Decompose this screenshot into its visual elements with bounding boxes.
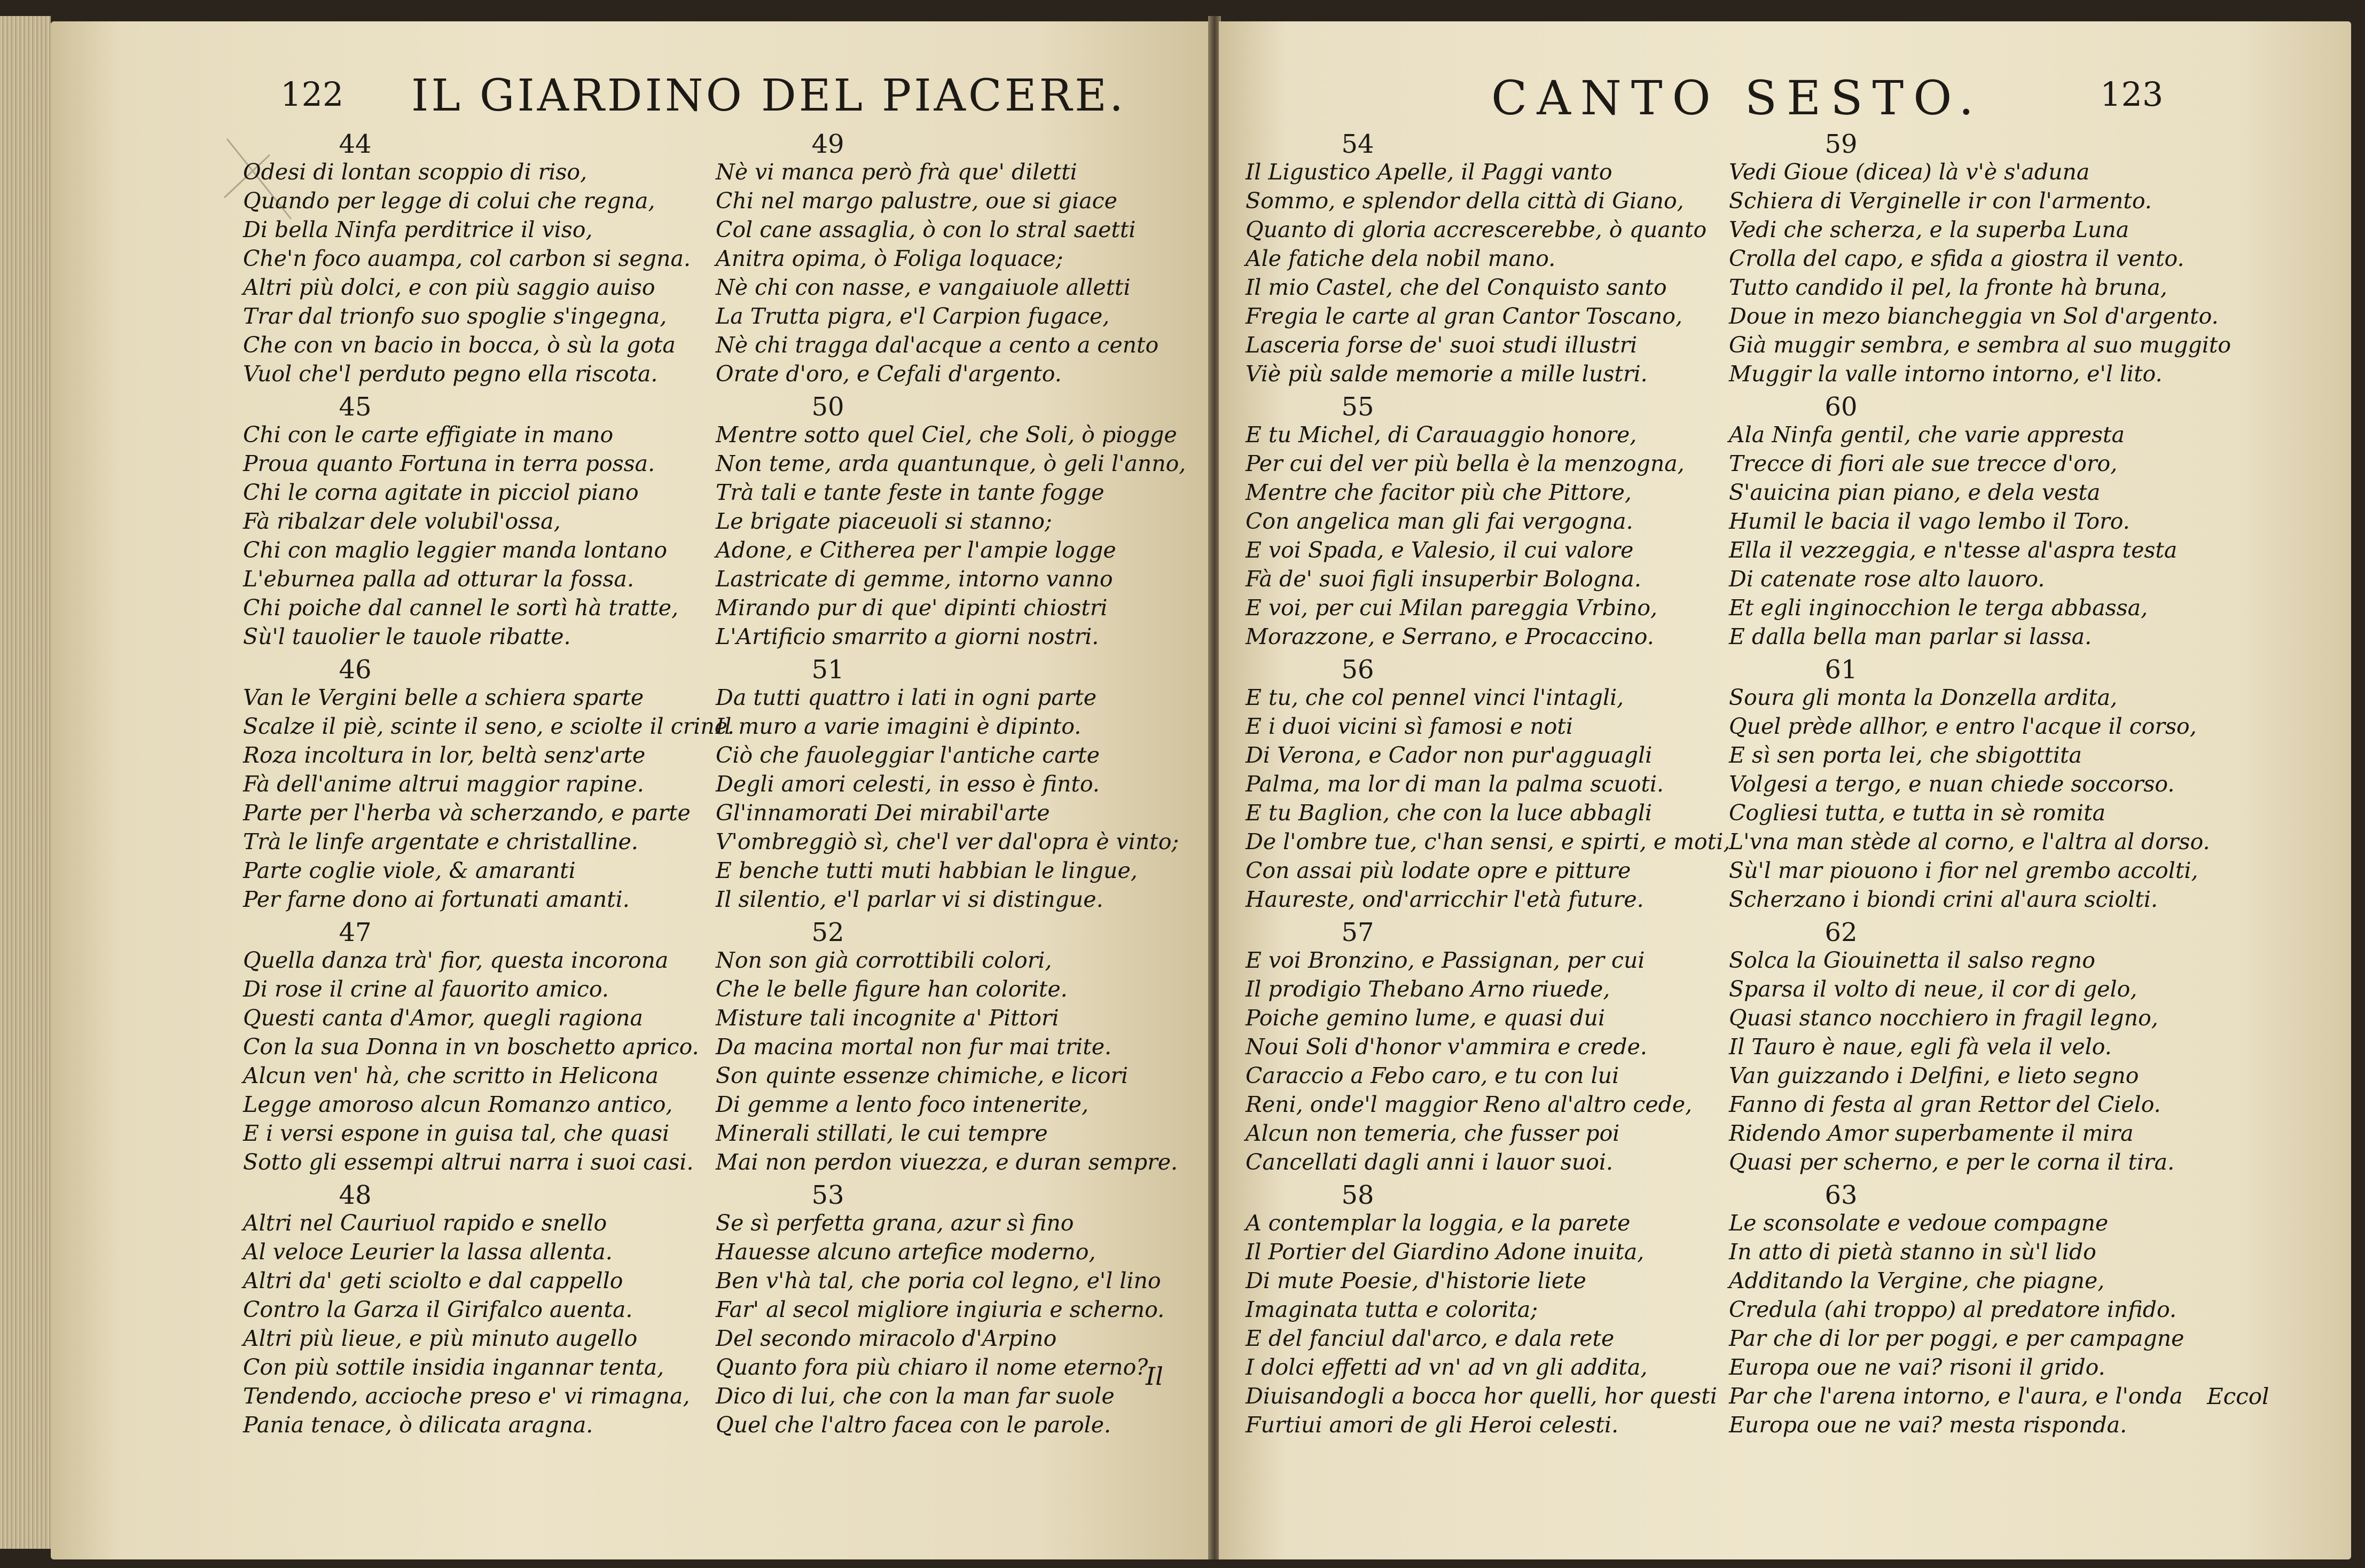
verse-line: Con assai più lodate opre e pitture [1246, 858, 1631, 883]
verse-line: Alcun non temeria, che fusser poi [1246, 1120, 1620, 1146]
stanza [716, 656, 1210, 919]
stanza-number: 55 [1341, 392, 1374, 422]
verse-line: Solca la Giouinetta il salso regno [1729, 947, 2095, 973]
verse-line: Vuol che'l perduto pegno ella riscota. [243, 361, 658, 387]
verse-line: Cancellati dagli anni i lauor suoi. [1246, 1149, 1614, 1175]
verse-line: Volgesi a tergo, e nuan chiede soccorso. [1729, 771, 2175, 797]
verse-line: Mentre che facitor più che Pittore, [1246, 480, 1632, 505]
stanza-number: 57 [1341, 918, 1374, 947]
verse-line: E tu, che col pennel vinci l'intagli, [1246, 685, 1624, 710]
catchword: Il [1146, 1362, 1163, 1391]
verse-line: In atto di pietà stanno in sù'l lido [1729, 1239, 2096, 1265]
verse-line: Di Verona, e Cador non pur'agguagli [1246, 742, 1653, 768]
verse-line: Reni, onde'l maggior Reno al'altro cede, [1246, 1092, 1693, 1117]
verse-line: Schiera di Verginelle ir con l'armento. [1729, 188, 2152, 214]
verse-line: Dico di lui, che con la man far suole [716, 1383, 1115, 1409]
verse-line: Fà ribalzar dele volubil'ossa, [243, 508, 561, 534]
verse-line: Parte per l'herba và scherzando, e parte [243, 800, 691, 826]
verse-line: Ridendo Amor superbamente il mira [1729, 1120, 2134, 1146]
verse-line: Imaginata tutta e colorita; [1246, 1297, 1538, 1322]
verse-line: E sì sen porta lei, che sbigottita [1729, 742, 2082, 768]
verse-line: Al veloce Leurier la lassa allenta. [243, 1239, 613, 1265]
verse-line: Di catenate rose alto lauoro. [1729, 566, 2045, 592]
verse-line: Credula (ahi troppo) al predatore infido. [1729, 1297, 2176, 1322]
verse-line: Crolla del capo, e sfida a giostra il vento. [1729, 246, 2184, 271]
stanza [1729, 919, 2284, 1182]
verse-line: Tendendo, accioche preso e' vi rimagna, [243, 1383, 690, 1409]
stanza [1729, 1182, 2284, 1445]
verse-line: Con la sua Donna in vn boschetto aprico. [243, 1034, 699, 1060]
verse-line: Chi le corna agitate in picciol piano [243, 480, 639, 505]
verse-line: E tu Michel, di Carauaggio honore, [1246, 422, 1637, 448]
stanza-number: 59 [1824, 129, 1858, 159]
stanza-number: 49 [811, 129, 844, 159]
verse-line: Quel che l'altro facea con le parole. [716, 1412, 1111, 1438]
verse-line: Trecce di fiori ale sue trecce d'oro, [1729, 451, 2118, 476]
verse-line: Col cane assaglia, ò con lo stral saetti [716, 217, 1136, 242]
stanza [716, 131, 1210, 394]
verse-line: Non teme, arda quantunque, ò geli l'anno, [716, 451, 1186, 476]
verse-line: Il muro a varie imagini è dipinto. [716, 714, 1082, 739]
verse-line: Europa oue ne vai? mesta risponda. [1729, 1412, 2127, 1438]
verse-line: Le brigate piaceuoli si stanno; [716, 508, 1052, 534]
verse-line: Chi poiche dal cannel le sortì hà tratte, [243, 595, 679, 621]
verse-line: Orate d'oro, e Cefali d'argento. [716, 361, 1062, 387]
verse-line: Tutto candido il pel, la fronte hà bruna, [1729, 275, 2167, 300]
verse-line: Hauesse alcuno artefice moderno, [716, 1239, 1096, 1265]
verse-line: Altri più dolci, e con più saggio auiso [243, 275, 655, 300]
verse-line: Ala Ninfa gentil, che varie appresta [1729, 422, 2125, 448]
verse-line: Non son già corrottibili colori, [716, 947, 1052, 973]
verse-line: Nè chi tragga dal'acque a cento a cento [716, 332, 1159, 358]
verse-line: Del secondo miracolo d'Arpino [716, 1326, 1057, 1351]
verse-line: Che le belle figure han colorite. [716, 976, 1068, 1002]
stanza-number: 54 [1341, 129, 1374, 159]
verse-line: Sommo, e splendor della città di Giano, [1246, 188, 1684, 214]
stanza [1246, 656, 1801, 919]
verse-line: Odesi di lontan scoppio di riso, [243, 159, 588, 185]
verse-line: Adone, e Citherea per l'ampie logge [716, 537, 1116, 563]
verse-line: Scherzano i biondi crini al'aura sciolti. [1729, 887, 2158, 912]
stanza-number: 63 [1824, 1180, 1858, 1210]
verse-line: Trà le linfe argentate e christalline. [243, 829, 638, 854]
verse-line: Per farne dono ai fortunati amanti. [243, 887, 630, 912]
verse-line: Quanto fora più chiaro il nome eterno? [716, 1354, 1148, 1380]
stanza [243, 656, 798, 919]
verse-line: A contemplar la loggia, e la parete [1246, 1210, 1631, 1236]
verse-line: Anitra opima, ò Foliga loquace; [716, 246, 1063, 271]
verse-line: Da tutti quattro i lati in ogni parte [716, 685, 1097, 710]
verse-line: E voi Spada, e Valesio, il cui valore [1246, 537, 1634, 563]
verse-line: Noui Soli d'honor v'ammira e crede. [1246, 1034, 1647, 1060]
verse-line: Degli amori celesti, in esso è finto. [716, 771, 1100, 797]
verse-line: Vedi che scherza, e la superba Luna [1729, 217, 2129, 242]
verse-line: Humil le bacia il vago lembo il Toro. [1729, 508, 2130, 534]
verse-line: Ciò che fauoleggiar l'antiche carte [716, 742, 1100, 768]
verse-line: Il silentio, e'l parlar vi si distingue. [716, 887, 1103, 912]
left-page [51, 21, 1210, 1559]
stanza [716, 1182, 1210, 1445]
verse-line: Scalze il piè, scinte il seno, e sciolte il crine. [243, 714, 735, 739]
verse-line: Viè più salde memorie a mille lustri. [1246, 361, 1648, 387]
verse-line: De l'ombre tue, c'han sensi, e spirti, e moti, [1246, 829, 1730, 854]
verse-line: Che'n foco auampa, col carbon si segna. [243, 246, 691, 271]
verse-line: Morazzone, e Serrano, e Procaccino. [1246, 624, 1654, 649]
stanza-number: 60 [1824, 392, 1858, 422]
verse-line: Il Tauro è naue, egli fà vela il velo. [1729, 1034, 2112, 1060]
verse-line: V'ombreggiò sì, che'l ver dal'opra è vinto; [716, 829, 1179, 854]
stanza [716, 919, 1210, 1182]
catchword: Eccol [2207, 1383, 2269, 1409]
stanza-number: 51 [811, 655, 844, 685]
verse-line: Di bella Ninfa perditrice il viso, [243, 217, 593, 242]
verse-line: Mirando pur di que' dipinti chiostri [716, 595, 1108, 621]
verse-line: Fà dell'anime altrui maggior rapine. [243, 771, 644, 797]
verse-line: Con angelica man gli fai vergogna. [1246, 508, 1633, 534]
verse-line: L'eburnea palla ad otturar la fossa. [243, 566, 634, 592]
verse-line: Che con vn bacio in bocca, ò sù la gota [243, 332, 676, 358]
verse-line: Trar dal trionfo suo spoglie s'ingegna, [243, 303, 667, 329]
verse-line: Diuisandogli a bocca hor quelli, hor questi [1246, 1383, 1717, 1409]
verse-line: Già muggir sembra, e sembra al suo muggito [1729, 332, 2231, 358]
running-head: CANTO SESTO. [1491, 70, 1984, 126]
verse-line: E dalla bella man parlar si lassa. [1729, 624, 2092, 649]
verse-line: Da macina mortal non fur mai trite. [716, 1034, 1112, 1060]
verse-line: Chi nel margo palustre, oue si giace [716, 188, 1117, 214]
verse-line: Altri più lieue, e più minuto augello [243, 1326, 638, 1351]
verse-line: Proua quanto Fortuna in terra possa. [243, 451, 655, 476]
verse-line: Ben v'hà tal, che poria col legno, e'l lino [716, 1268, 1161, 1293]
stanza [1729, 656, 2284, 919]
verse-line: Par che l'arena intorno, e l'aura, e l'onda [1729, 1383, 2183, 1409]
verse-line: Muggir la valle intorno intorno, e'l lito. [1729, 361, 2163, 387]
text-column [1246, 131, 1801, 1445]
stanza-number: 44 [339, 129, 372, 159]
verse-line: Con più sottile insidia ingannar tenta, [243, 1354, 664, 1380]
verse-line: Quella danza trà' fior, questa incorona [243, 947, 669, 973]
verse-line: E voi Bronzino, e Passignan, per cui [1246, 947, 1645, 973]
verse-line: Mai non perdon viuezza, e duran sempre. [716, 1149, 1178, 1175]
verse-line: Et egli inginocchion le terga abbassa, [1729, 595, 2148, 621]
stanza [1246, 1182, 1801, 1445]
verse-line: Europa oue ne vai? risoni il grido. [1729, 1354, 2105, 1380]
stanza-number: 46 [339, 655, 372, 685]
stanza [716, 394, 1210, 656]
verse-line: Chi con maglio leggier manda lontano [243, 537, 668, 563]
text-column [243, 131, 798, 1445]
stanza [243, 1182, 798, 1445]
stanza-number: 62 [1824, 918, 1858, 947]
text-column [1729, 131, 2284, 1445]
verse-line: E del fanciul dal'arco, e dala rete [1246, 1326, 1615, 1351]
verse-line: L'Artificio smarrito a giorni nostri. [716, 624, 1099, 649]
verse-line: Ella il vezzeggia, e n'tesse al'aspra testa [1729, 537, 2178, 563]
verse-line: Di rose il crine al fauorito amico. [243, 976, 609, 1002]
stanza-number: 53 [811, 1180, 844, 1210]
verse-line: Haureste, ond'arricchir l'età future. [1246, 887, 1644, 912]
verse-line: Se sì perfetta grana, azur sì fino [716, 1210, 1074, 1236]
verse-line: Van le Vergini belle a schiera sparte [243, 685, 644, 710]
verse-line: Sotto gli essempi altrui narra i suoi casi. [243, 1149, 694, 1175]
verse-line: Fanno di festa al gran Rettor del Cielo. [1729, 1092, 2161, 1117]
stanza-number: 48 [339, 1180, 372, 1210]
verse-line: E tu Baglion, che con la luce abbagli [1246, 800, 1653, 826]
verse-line: Nè vi manca però frà que' diletti [716, 159, 1077, 185]
verse-line: Nè chi con nasse, e vangaiuole alletti [716, 275, 1131, 300]
verse-line: S'auicina pian piano, e dela vesta [1729, 480, 2101, 505]
verse-line: Altri da' geti sciolto e dal cappello [243, 1268, 623, 1293]
verse-line: Vedi Gioue (dicea) là v'è s'aduna [1729, 159, 2090, 185]
verse-line: Legge amoroso alcun Romanzo antico, [243, 1092, 673, 1117]
verse-line: I dolci effetti ad vn' ad vn gli addita, [1246, 1354, 1648, 1380]
verse-line: Ale fatiche dela nobil mano. [1246, 246, 1556, 271]
verse-line: Chi con le carte effigiate in mano [243, 422, 614, 448]
verse-line: Caraccio a Febo caro, e tu con lui [1246, 1063, 1619, 1088]
verse-line: Lasceria forse de' suoi studi illustri [1246, 332, 1638, 358]
verse-line: L'vna man stède al corno, e l'altra al dorso. [1729, 829, 2210, 854]
verse-line: Contro la Garza il Girifalco auenta. [243, 1297, 633, 1322]
verse-line: Quasi stanco nocchiero in fragil legno, [1729, 1005, 2158, 1031]
verse-line: E voi, per cui Milan pareggia Vrbino, [1246, 595, 1658, 621]
verse-line: Il Ligustico Apelle, il Paggi vanto [1246, 159, 1612, 185]
verse-line: Il Portier del Giardino Adone inuita, [1246, 1239, 1644, 1265]
running-head: IL GIARDINO DEL PIACERE. [411, 70, 1126, 121]
verse-line: Fregia le carte al gran Cantor Toscano, [1246, 303, 1683, 329]
verse-line: Cogliesi tutta, e tutta in sè romita [1729, 800, 2106, 826]
stanza [243, 919, 798, 1182]
stanza [1246, 394, 1801, 656]
verse-line: Pania tenace, ò dilicata aragna. [243, 1412, 593, 1438]
verse-line: Sù'l mar piouono i fior nel grembo accolti, [1729, 858, 2198, 883]
verse-line: Alcun ven' hà, che scritto in Helicona [243, 1063, 659, 1088]
page-edges [0, 16, 51, 1549]
verse-line: Di mute Poesie, d'historie liete [1246, 1268, 1586, 1293]
verse-line: Soura gli monta la Donzella ardita, [1729, 685, 2118, 710]
verse-line: Quel prède allhor, e entro l'acque il corso, [1729, 714, 2197, 739]
verse-line: E i versi espone in guisa tal, che quasi [243, 1120, 670, 1146]
stanza [243, 394, 798, 656]
stanza-number: 52 [811, 918, 844, 947]
verse-line: Son quinte essenze chimiche, e licori [716, 1063, 1129, 1088]
verse-line: Parte coglie viole, & amaranti [243, 858, 576, 883]
verse-line: Trà tali e tante feste in tante fogge [716, 480, 1105, 505]
stanza-number: 45 [339, 392, 372, 422]
verse-line: Questi canta d'Amor, quegli ragiona [243, 1005, 643, 1031]
verse-line: Le sconsolate e vedoue compagne [1729, 1210, 2109, 1236]
verse-line: E i duoi vicini sì famosi e noti [1246, 714, 1573, 739]
right-page [1219, 21, 2351, 1559]
verse-line: Mentre sotto quel Ciel, che Soli, ò piogge [716, 422, 1177, 448]
text-column [716, 131, 1210, 1445]
verse-line: Doue in mezo biancheggia vn Sol d'argento. [1729, 303, 2219, 329]
stanza-number: 47 [339, 918, 372, 947]
verse-line: Minerali stillati, le cui tempre [716, 1120, 1048, 1146]
verse-line: Per cui del ver più bella è la menzogna, [1246, 451, 1685, 476]
stanza-number: 50 [811, 392, 844, 422]
folio-number: 123 [2100, 75, 2164, 114]
verse-line: Altri nel Cauriuol rapido e snello [243, 1210, 607, 1236]
verse-line: Additando la Vergine, che piagne, [1729, 1268, 2105, 1293]
verse-line: Palma, ma lor di man la palma scuoti. [1246, 771, 1664, 797]
verse-line: E benche tutti muti habbian le lingue, [716, 858, 1138, 883]
verse-line: La Trutta pigra, e'l Carpion fugace, [716, 303, 1110, 329]
verse-line: Il prodigio Thebano Arno riuede, [1246, 976, 1610, 1002]
stanza-number: 58 [1341, 1180, 1374, 1210]
verse-line: Poiche gemino lume, e quasi dui [1246, 1005, 1606, 1031]
verse-line: Par che di lor per poggi, e per campagne [1729, 1326, 2184, 1351]
verse-line: Quando per legge di colui che regna, [243, 188, 655, 214]
stanza [1729, 131, 2284, 394]
stanza [1246, 131, 1801, 394]
verse-line: Furtiui amori de gli Heroi celesti. [1246, 1412, 1619, 1438]
verse-line: Fà de' suoi figli insuperbir Bologna. [1246, 566, 1641, 592]
stanza [1729, 394, 2284, 656]
verse-line: Van guizzando i Delfini, e lieto segno [1729, 1063, 2139, 1088]
verse-line: Il mio Castel, che del Conquisto santo [1246, 275, 1667, 300]
verse-line: Sparsa il volto di neue, il cor di gelo, [1729, 976, 2137, 1002]
verse-line: Misture tali incognite a' Pittori [716, 1005, 1059, 1031]
verse-line: Far' al secol migliore ingiuria e scherno. [716, 1297, 1165, 1322]
verse-line: Di gemme a lento foco intenerite, [716, 1092, 1088, 1117]
folio-number: 122 [280, 75, 344, 114]
verse-line: Roza incoltura in lor, beltà senz'arte [243, 742, 646, 768]
stanza [1246, 919, 1801, 1182]
stanza-number: 61 [1824, 655, 1858, 685]
verse-line: Quasi per scherno, e per le corna il tira. [1729, 1149, 2175, 1175]
verse-line: Quanto di gloria accrescerebbe, ò quanto [1246, 217, 1707, 242]
verse-line: Lastricate di gemme, intorno vanno [716, 566, 1113, 592]
verse-line: Gl'innamorati Dei mirabil'arte [716, 800, 1050, 826]
stanza-number: 56 [1341, 655, 1374, 685]
verse-line: Sù'l tauolier le tauole ribatte. [243, 624, 571, 649]
stanza [243, 131, 798, 394]
